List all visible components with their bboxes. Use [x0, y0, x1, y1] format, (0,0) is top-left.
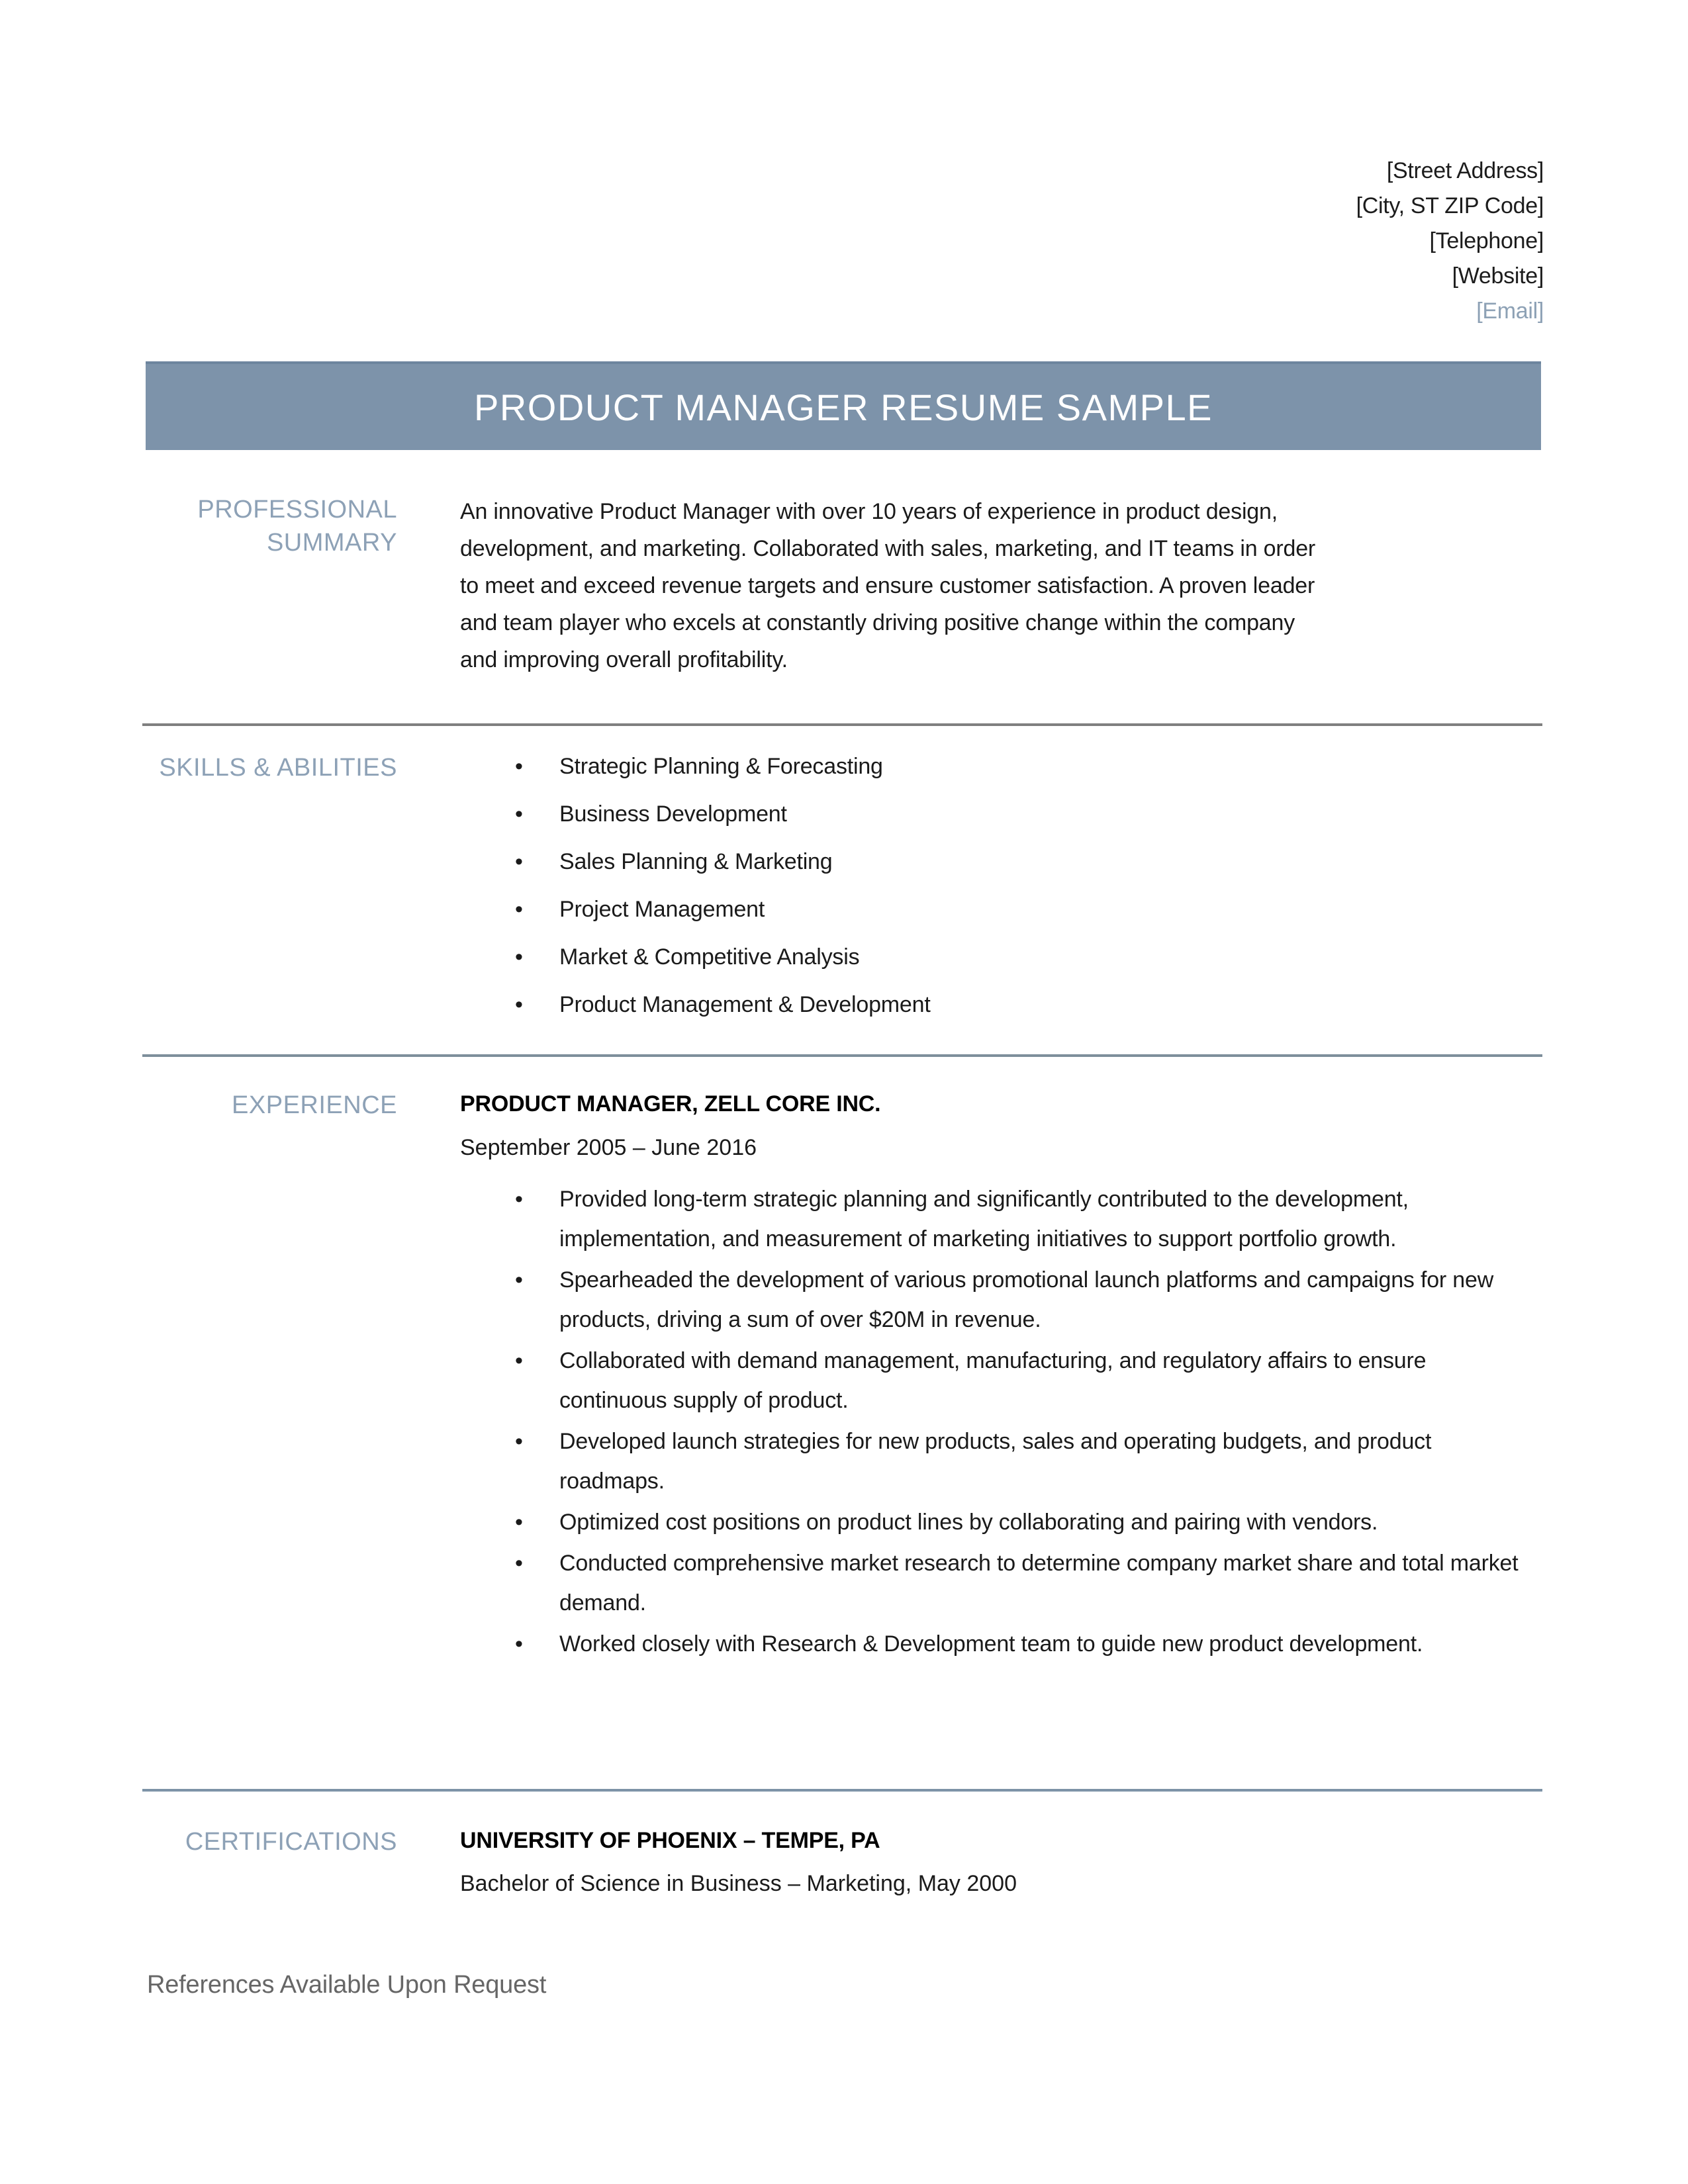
contact-street-address: [Street Address]	[1386, 158, 1544, 183]
experience-bullet-list	[460, 1179, 1542, 1664]
document-title: PRODUCT MANAGER RESUME SAMPLE	[474, 386, 1213, 428]
experience-label: EXPERIENCE	[232, 1091, 397, 1119]
skill-item: • Market & Competitive Analysis	[460, 942, 1542, 972]
skill-item: • Sales Planning & Marketing	[460, 846, 1542, 877]
experience-bullet: • Spearheaded the development of various promotional launch platforms and campaigns for new products, driving a sum of over $20M in revenue.	[460, 1260, 1539, 1340]
contact-website: [Website]	[1452, 263, 1544, 289]
skill-item: • Strategic Planning & Forecasting	[460, 751, 1542, 782]
experience-dates: September 2005 – June 2016	[460, 1135, 757, 1160]
section-divider	[142, 1054, 1542, 1057]
professional-summary-text: An innovative Product Manager with over 10 years of experience in product design, development, and marketing. Collaborated with sales, marketing, and IT teams in order to meet and exceed revenue targets and ensure customer satisfaction. A proven leader and team player who excels at constantly driving positive change within the company and improving overall profitability.	[460, 499, 1316, 672]
professional-summary-label: PROFESSIONAL SUMMARY	[197, 496, 397, 557]
experience-bullet: • Provided long-term strategic planning and significantly contributed to the development, implementation, and measurement of marketing initiatives to support portfolio growth.	[460, 1179, 1539, 1259]
section-experience	[146, 1089, 1542, 1665]
contact-telephone: [Telephone]	[1429, 228, 1544, 253]
references-footer: References Available Upon Request	[147, 1971, 547, 1999]
experience-bullet: • Conducted comprehensive market research to determine company market share and total market demand.	[460, 1543, 1539, 1623]
experience-bullet: • Developed launch strategies for new products, sales and operating budgets, and product roadmaps.	[460, 1422, 1539, 1501]
skills-list	[460, 751, 1542, 1037]
section-professional-summary	[146, 493, 1542, 678]
section-certifications	[146, 1825, 1542, 1899]
experience-bullet: • Worked closely with Research & Development team to guide new product development.	[460, 1624, 1539, 1664]
skill-item: • Product Management & Development	[460, 989, 1542, 1020]
contact-city-state-zip: [City, ST ZIP Code]	[1356, 193, 1544, 218]
certification-school: UNIVERSITY OF PHOENIX – TEMPE, PA	[460, 1828, 880, 1853]
skill-item: • Business Development	[460, 799, 1542, 829]
contact-email: [Email]	[1476, 298, 1544, 324]
experience-job-title: PRODUCT MANAGER, ZELL CORE INC.	[460, 1091, 881, 1116]
contact-block	[1356, 154, 1544, 329]
experience-content	[460, 1089, 1542, 1665]
title-banner	[146, 361, 1541, 450]
section-divider	[142, 723, 1542, 726]
skills-abilities-label: SKILLS & ABILITIES	[159, 754, 397, 782]
section-divider	[142, 1789, 1542, 1792]
certifications-content	[460, 1825, 1542, 1899]
experience-bullet: • Optimized cost positions on product lines by collaborating and pairing with vendors.	[460, 1502, 1539, 1542]
certifications-label: CERTIFICATIONS	[185, 1828, 397, 1856]
skill-item: • Project Management	[460, 894, 1542, 925]
certification-degree: Bachelor of Science in Business – Marketing, May 2000	[460, 1871, 1017, 1896]
experience-bullet: • Collaborated with demand management, manufacturing, and regulatory affairs to ensure continuous supply of product.	[460, 1341, 1539, 1420]
section-skills-abilities	[146, 751, 1542, 1037]
